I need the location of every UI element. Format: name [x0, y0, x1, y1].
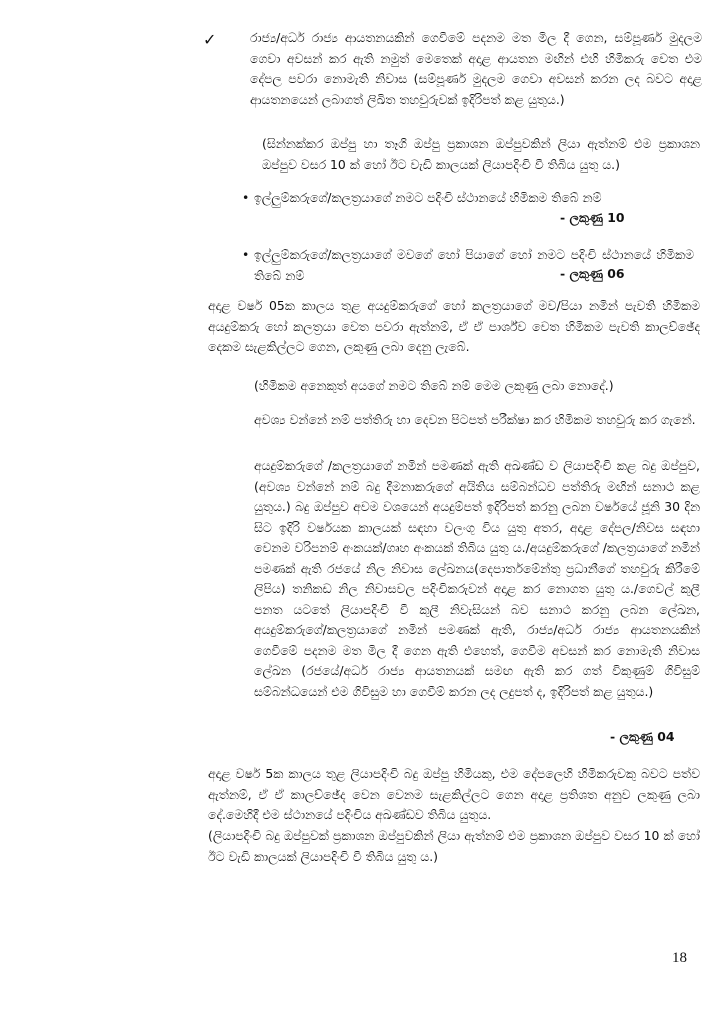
paragraph-7: අදාළ වර්ෂ 5ක කාලය තුළ ලියාපදිංචි බදු ඔප්පු හිමියකු, එම දේපලෙහි හිමිකරුවකු බවට පත්ව ඇත්නම්, ඒ ඒ කාලච්ඡේද වෙන වෙනම සැළකිල්ලට ගෙන අදාළ ප්‍රතිශත අනුව ලකුණු ලබා දේ.මෙහිදී එම ස්ථානයේ පදිංචිය අඛණ්ඩව තිබිය යුතුය.: [208, 766, 700, 822]
bullet-1-symbol: •: [242, 190, 250, 205]
bullet-2-symbol: •: [242, 247, 250, 262]
paragraph-6-score: - ලකුණු 04: [610, 729, 675, 744]
paragraph-2: (සින්නක්කර ඔප්පු හා තෑගි ඔප්පු ප්‍රකාශන ඔප්පුවකින් ලියා ඇත්නම් එම ප්‍රකාශන ඔප්පුව වසර 10 ක් හෝ ඊට වැඩි කාලයක් ලියාපදිංචි වී තිබිය යුතු ය.): [262, 136, 700, 172]
bullet-2-score: - ලකුණු 06: [560, 266, 625, 281]
paragraph-1: රාජ්‍ය/අර්ධ රාජ්‍ය ආයතනයකින් ගෙවීමේ පදනම මත මිල දී ගෙන, සම්පූර්ණ මුදලම ගෙවා අවසන් කර ඇති නමුත් මෙතෙක් අදාළ ආයතන මඟින් එහි හිමිකරු වෙත එම දේපල පවරා නොමැති නිවාස (සම්පූර්ණ මුදලම ගෙවා අවසන් කරන ලද බවට අදාළ ආයතනයෙන් ලබාගත් ලිඛිත තහවුරුවක් ඉදිරිපත් කළ යුතුය.): [250, 30, 702, 107]
check-mark-icon: ✓: [203, 30, 217, 49]
bullet-2-text: ඉල්ලුම්කරුගේ/කලත්‍රයාගේ මවගේ හෝ පියාගේ හෝ නමට පදිංචි ස්ථානයේ හිමිකම තිබේ නම්: [254, 247, 694, 283]
paragraph-6: අයදුම්කරුගේ /කලත්‍රයාගේ නමින් පමණක් ඇති අඛණ්ඩ ව ලියාපදිංචි කළ බදු ඔප්පුව, (අවශ්‍ය වන්නේ නම් බදු දීමනාකරුගේ අයිතිය සම්බන්ධව පත්තිරු මඟින් සනාථ කළ යුතුය.) බදු ඔප්පුව අවම වශයෙන් අයදුම්පත් ඉදිරිපත් කරනු ලබන වර්ෂයේ ජූනි 30 දින සිට ඉදිරි වර්ෂයක කාලයක් සඳහා වලංගු විය යුතු අතර, අදාළ දේපල/නිවස සඳහා වෙනම වරිපනම් අංකයක්/ගෘහ අංකයක් තිබිය යුතු ය./අයදුම්කරුගේ /කලත්‍රයාගේ නමින් පමණක් ඇති රජයේ නිල නිවාස ලේඛනය(දෙපාර්තමේන්තු ප්‍රධානීගේ තහවුරු කිරීමේ ලිපිය) තනිකඩ නිල නිවාසවල පදිංචිකරුවන් අදාළ කර නොගත යුතු ය./ගෙවල් කුලී පනත යටතේ ලියාපදිංචි වී කුලී නිවැසියන් බව සනාථ කරනු ලබන ලේඛන, අයදුම්කරුගේ/කලත්‍රයාගේ නමින් පමණක් ඇති, රාජ්‍ය/අර්ධ රාජ්‍ය ආයතනයකින් ගෙවීමේ පදනම මත මිල දී ගෙන ඇති එහෙත්, ගෙවීම අවසන් කර නොමැති නිවාස ලේඛන (රජයේ/අර්ධ රාජ්‍ය ආයතනයක් සමඟ ඇති කර ගත් විකුණුම් ගිවිසුම් සම්බන්ධයෙන් එම ගිවිසුම හා ගෙවීම් කරන ලද ලදුපත් ද, ඉදිරිපත් කළ යුතුය.): [254, 458, 700, 699]
paragraph-3: අදාළ වර්ෂ 05ක කාලය තුළ අයදුම්කරුගේ හෝ කලත්‍රයාගේ මව/පියා නමින් පැවති හිමිකම අයදුම්කරු හෝ කලත්‍රයා වෙත පවරා ඇත්නම්, ඒ ඒ පාර්ශ්ව වෙත හිමිකම පැවති කාලච්ඡේද දෙකම සැළකිල්ලට ගෙන, ලකුණු ලබා දෙනු ලැබේ.: [208, 298, 700, 354]
paragraph-4: (හිමිකම අනෙකුත් අයගේ නමට තිබේ නම් මෙම ලකුණු ලබා නොදේ.): [254, 378, 614, 393]
page-number: 18: [672, 950, 687, 966]
paragraph-5: අවශ්‍ය වන්නේ නම් පත්තිරු හා දෙවන පිටපත් පරීක්ෂා කර හිමිකම තහවුරු කර ගැනේ.: [254, 412, 696, 427]
paragraph-8: (ලියාපදිංචි බදු ඔප්පුවක් ප්‍රකාශන ඔප්පුවකින් ලියා ඇත්නම් එම ප්‍රකාශන ඔප්පුව වසර 10 ක් හෝ ඊට වැඩි කාලයක් ලියාපදිංචි වී තිබිය යුතු ය.): [208, 828, 700, 864]
bullet-1-text: ඉල්ලුම්කරුගේ/කලත්‍රයාගේ නමට පදිංචි ස්ථානයේ හිමිකම තිබේ නම්: [254, 190, 602, 205]
bullet-1-score: - ලකුණු 10: [560, 210, 625, 225]
